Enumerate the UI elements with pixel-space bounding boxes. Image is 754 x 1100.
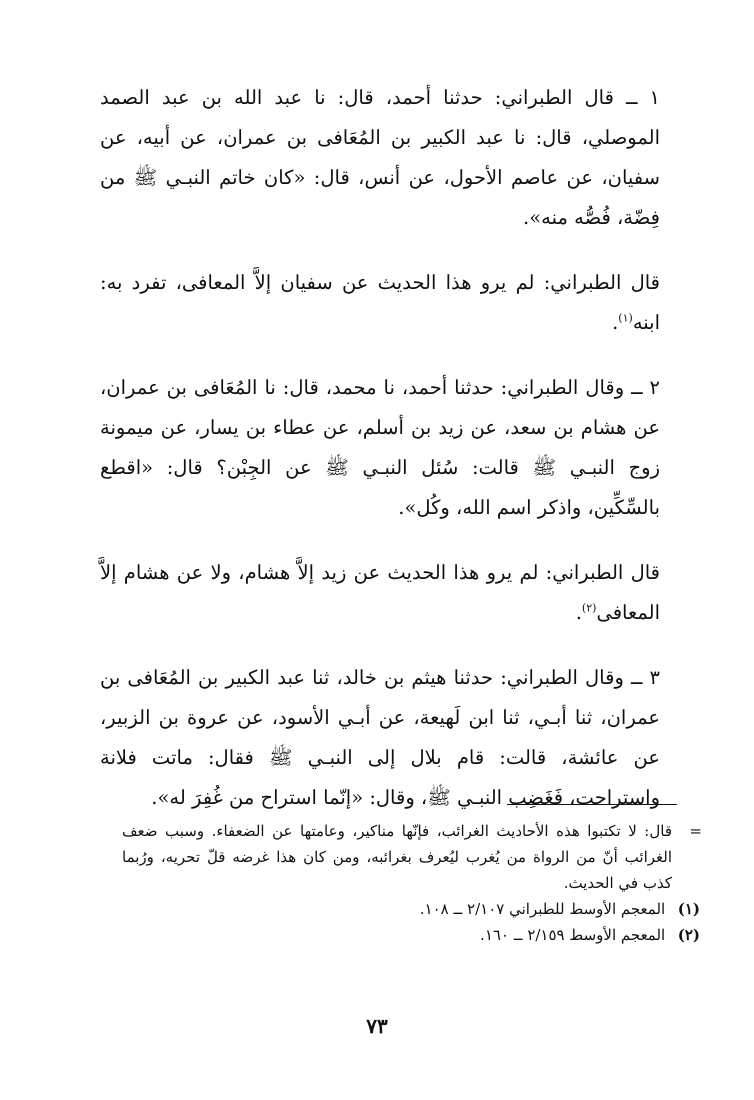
paragraph-hadith-2 xyxy=(100,368,660,528)
paragraph-comment-1 xyxy=(100,263,660,343)
main-text xyxy=(100,78,660,843)
paragraph-text: قال الطبراني: لم يرو هذا الحديث عن زيد إلاَّ هشام، ولا عن هشام إلاَّ المعافى xyxy=(100,561,660,624)
paragraph-hadith-1 xyxy=(100,78,660,238)
footnote-continuation-text: قال: لا تكتبوا هذه الأحاديث الغرائب، فإنّها مناكير، وعامتها عن الضعفاء. وسبب ضعف الغرائب أنّ من الرواة من يُغرب ليُعرف بغرائبه، ومن كان هذا غرضه قلّ تحريه، ورُبما كذب في الحديث. xyxy=(122,822,672,892)
paragraph-text: قال الطبراني: لم يرو هذا الحديث عن سفيان إلاَّ المعافى، تفرد به: ابنه xyxy=(100,271,660,334)
footnote-text: المعجم الأوسط للطبراني ٢/١٠٧ ــ ١٠٨. xyxy=(419,900,666,918)
paragraph-text: ١ ــ قال الطبراني: حدثنا أحمد، قال: نا عبد الله بن عبد الصمد الموصلي، قال: نا عبد الكبير بن المُعَافى بن عمران، عن أبيه، عن سفيان، عن عاصم الأحول، عن أنس، قال: «كان خاتم النبـي ﷺ من فِضّة، فُصُّه منه». xyxy=(100,86,660,229)
footnote-2 xyxy=(100,922,700,948)
footnote-number: (١) xyxy=(677,900,700,918)
paragraph-comment-2 xyxy=(100,553,660,633)
paragraph-text: ٢ ــ وقال الطبراني: حدثنا أحمد، نا محمد، قال: نا المُعَافى بن عمران، عن هشام بن سعد، عن زيد بن أسلم، عن عطاء بن يسار، عن ميمونة زوج النبـي ﷺ قالت: سُئل النبـي ﷺ عن الجِبْن؟ قال: «اقطع بالسِّكِّين، واذكر اسم الله، وكُل». xyxy=(100,376,660,519)
footnote-continuation xyxy=(100,818,700,896)
footnote-1 xyxy=(100,896,700,922)
page-number: ٧٣ xyxy=(366,1014,388,1038)
period: . xyxy=(575,601,582,624)
footnote-divider xyxy=(507,804,677,805)
footnotes xyxy=(100,818,700,948)
footnote-text: المعجم الأوسط ٢/١٥٩ ــ ١٦٠. xyxy=(480,926,666,944)
footnote-number: (٢) xyxy=(677,926,700,944)
paragraph-hadith-3 xyxy=(100,658,660,818)
continuation-marker: = xyxy=(689,822,702,840)
footnote-ref-2[interactable]: (٢) xyxy=(581,601,597,615)
footnote-ref-1[interactable]: (١) xyxy=(618,311,633,325)
period: . xyxy=(612,311,619,334)
paragraph-text: ٣ ــ وقال الطبراني: حدثنا هيثم بن خالد، ثنا عبد الكبير بن المُعَافى بن عمران، ثنا أبـي، ثنا ابن لَهيعة، عن أبـي الأسود، عن عروة بن الزبير، عن عائشة، قالت: قام بلال إلى النبـي ﷺ فقال: ماتت فلانة واستراحت، فَغَضِب النبـي ﷺ، وقال: «إنّما استراح من غُفِرَ له». xyxy=(100,666,660,809)
